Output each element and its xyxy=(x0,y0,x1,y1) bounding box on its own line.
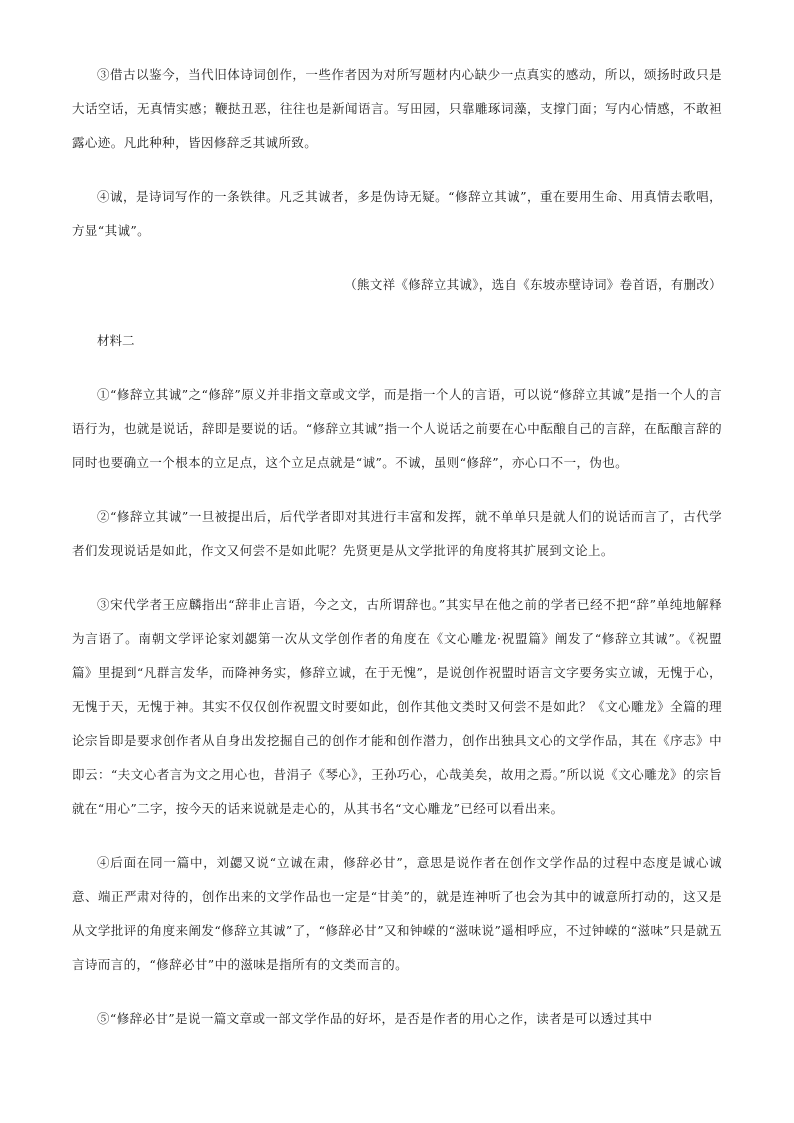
paragraph-1-3: ③借古以鉴今，当代旧体诗词创作，一些作者因为对所写题材内心缺少一点真实的感动，所以，颂扬时政只是大话空话，无真情实感；鞭挞丑恶，往往也是新闻语言。写田园，只靠雕琢词藻，支撑门面；写内心情感，不敢袒露心迹。凡此种种，皆因修辞乏其诚所致。 xyxy=(72,67,722,150)
source-note: （熊文祥《修辞立其诚》，选自《东坡赤壁诗词》卷首语，有删改） xyxy=(344,277,722,292)
paragraph-2-5: ⑤“修辞必甘”是说一篇文章或一部文学作品的好坏，是否是作者的用心之作，读者是可以透过其中 xyxy=(97,1011,653,1026)
paragraph-2-4: ④后面在同一篇中，刘勰又说“立诚在肃，修辞必甘”，意思是说作者在创作文学作品的过程中态度是诚心诚意、端正严肃对待的，创作出来的文学作品也一定是“甘美”的，就是连神听了也会为其中的诚意所打动的，这又是从文学批评的角度来阐发“修辞立其诚”了，“修辞必甘”又和钟嵘的“滋味说”遥相呼应，不过钟嵘的“滋味”只是就五言诗而言的，“修辞必甘”中的滋味是指所有的文类而言的。 xyxy=(72,855,722,972)
paragraph-2-1: ①“修辞立其诚”之“修辞”原义并非指文章或文学，而是指一个人的言语，可以说“修辞立其诚”是指一个人的言语行为，也就是说话，辞即是要说的话。“修辞立其诚”指一个人说话之前要在心中酝酿自己的言辞，在酝酿言辞的同时也要确立一个根本的立足点，这个立足点就是“诚”。不诚，虽则“修辞”，亦心口不一，伪也。 xyxy=(72,387,722,470)
document-page xyxy=(72,58,722,1056)
section-title: 材料二 xyxy=(97,333,135,348)
paragraph-1-4: ④诚，是诗词写作的一条铁律。凡乏其诚者，多是伪诗无疑。“修辞立其诚”，重在要用生命、用真情去歌唱，方显“其诚”。 xyxy=(72,189,722,238)
paragraph-2-3: ③宋代学者王应麟指出“辞非止言语，今之文，古所谓辞也。”其实早在他之前的学者已经不把“辞”单纯地解释为言语了。南朝文学评论家刘勰第一次从文学创作者的角度在《文心雕龙·祝盟篇》阐发了“修辞立其诚”。《祝盟篇》里提到“凡群言发华，而降神务实，修辞立诚，在于无愧”，是说创作祝盟时语言文字要务实立诚，无愧于心，无愧于天，无愧于神。其实不仅仅创作祝盟文时要如此，创作其他文类时又何尝不是如此？《文心雕龙》全篇的理论宗旨即是要求创作者从自身出发挖掘自己的创作才能和创作潜力，创作出独具文心的文学作品，其在《序志》中即云：“夫文心者言为文之用心也，昔涓子《琴心》，王孙巧心，心哉美矣，故用之焉。”所以说《文心雕龙》的宗旨就在“用心”二字，按今天的话来说就是走心的，从其书名“文心雕龙”已经可以看出来。 xyxy=(72,597,722,816)
paragraph-2-2: ②“修辞立其诚”一旦被提出后，后代学者即对其进行丰富和发挥，就不单单只是就人们的说话而言了，古代学者们发现说话是如此，作文又何尝不是如此呢？先贤更是从文学批评的角度将其扩展到文论上。 xyxy=(72,509,722,558)
